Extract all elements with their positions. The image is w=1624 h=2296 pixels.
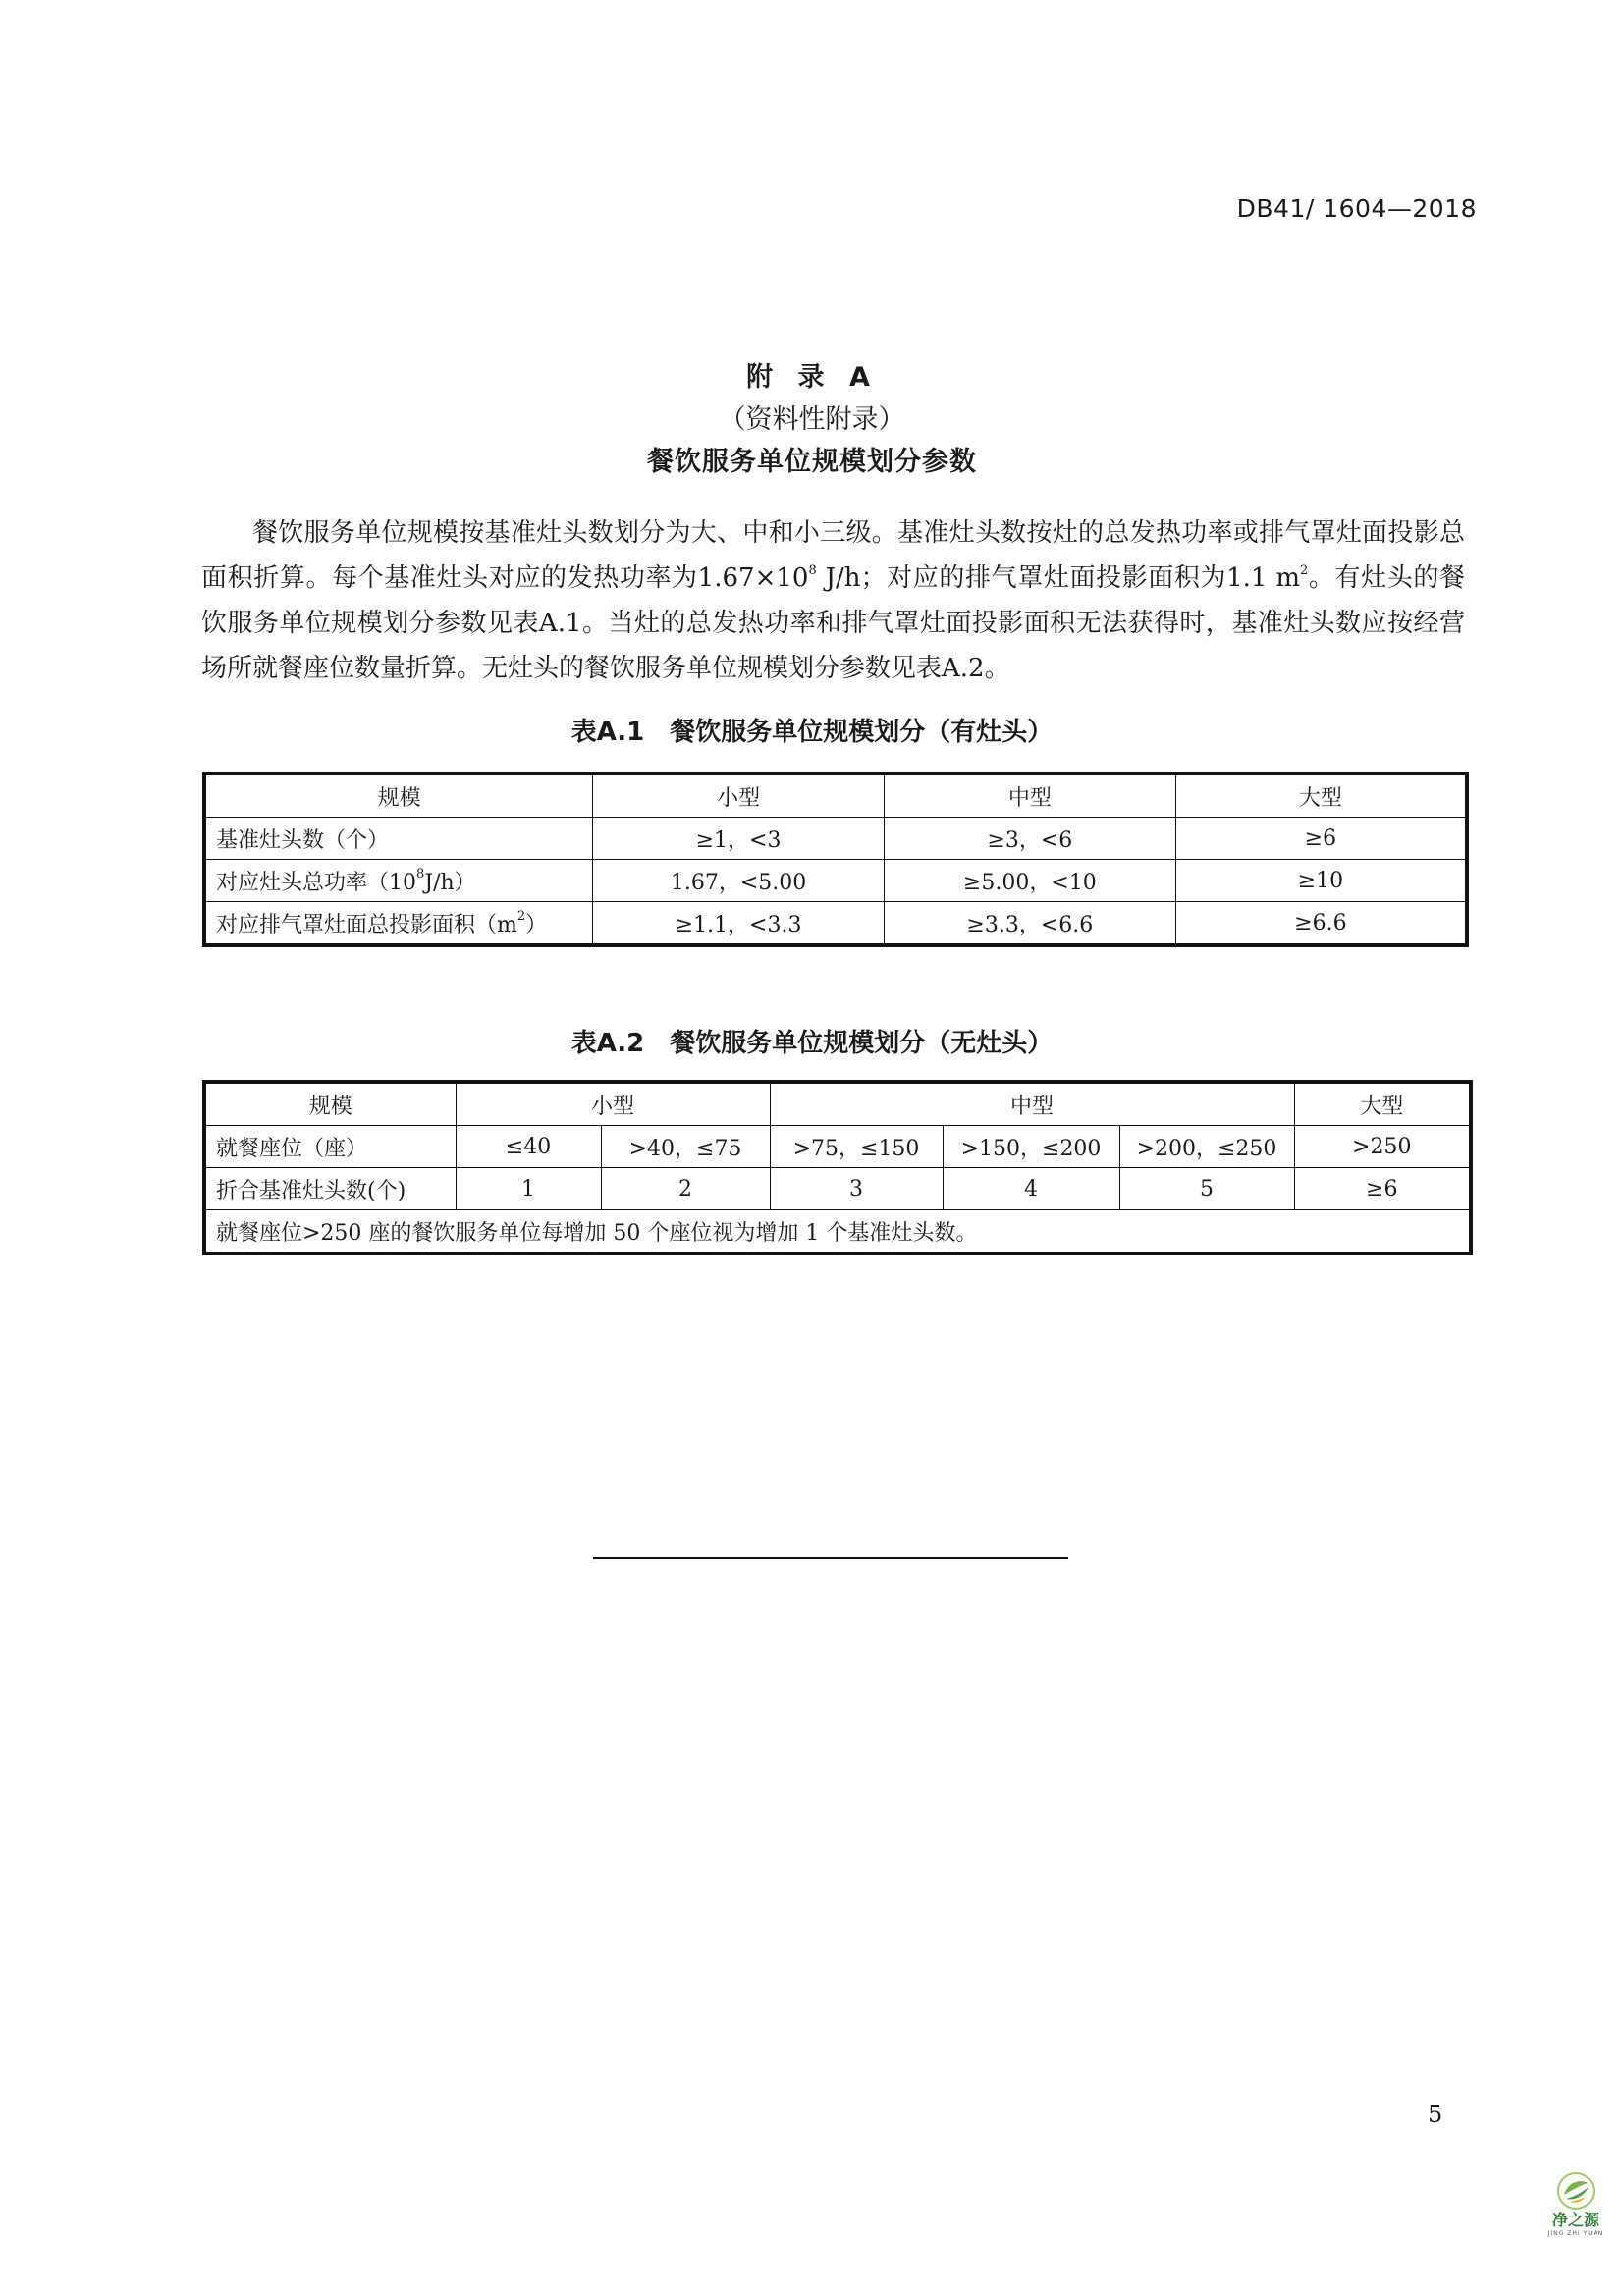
- table-cell: 4: [943, 1168, 1119, 1210]
- leaf-logo-icon: [1556, 2171, 1596, 2211]
- paragraph-text-1: 餐饮服务单位规模按基准灶头数划分为大、中和小三级。基准灶头数按灶的总发热功率或排气罩灶面投影总面积折算。每个基准灶头对应的发热功率为1.67×10: [201, 518, 1465, 593]
- table-note: 就餐座位>250 座的餐饮服务单位每增加 50 个座位视为增加 1 个基准灶头数。: [204, 1210, 1471, 1255]
- table-cell: >200，≤250: [1119, 1126, 1294, 1168]
- row-label: 就餐座位（座）: [204, 1126, 456, 1168]
- row-label-text: 对应灶头总功率（10: [216, 870, 416, 895]
- table-cell: 1.67，<5.00: [593, 860, 885, 902]
- table-cell: ≥1，<3: [593, 818, 885, 860]
- table-cell: >75，≤150: [770, 1126, 943, 1168]
- page-number: 5: [1428, 2101, 1443, 2128]
- header-cell: 小型: [593, 774, 885, 818]
- row-label-unit: ）: [525, 912, 548, 937]
- table-cell: ≥6: [1294, 1168, 1471, 1210]
- table-cell: ≥6.6: [1175, 902, 1467, 946]
- appendix-title: 附 录 A: [746, 362, 878, 393]
- table-header-row: [204, 774, 1467, 818]
- header-cell: 小型: [456, 1082, 770, 1126]
- table-header-row: [204, 1082, 1471, 1126]
- table-cell: 3: [770, 1168, 943, 1210]
- superscript: 2: [1300, 563, 1309, 578]
- watermark-brand: 净之源: [1551, 2211, 1599, 2229]
- table-cell: 2: [601, 1168, 770, 1210]
- header-cell: 大型: [1175, 774, 1467, 818]
- paragraph: [201, 510, 1465, 691]
- row-label: [204, 902, 593, 946]
- table-a2: [202, 1080, 1473, 1255]
- header-cell: 规模: [204, 774, 593, 818]
- header-cell: 大型: [1294, 1082, 1471, 1126]
- superscript: 2: [516, 908, 526, 924]
- row-label: 基准灶头数（个）: [204, 818, 593, 860]
- table-cell: ≥10: [1175, 860, 1467, 902]
- header-cell: 中型: [884, 774, 1175, 818]
- table-a1-caption: 表A.1 餐饮服务单位规模划分（有灶头）: [570, 718, 1054, 747]
- watermark-brand-sub: JING ZHI YUAN: [1547, 2230, 1604, 2237]
- end-rule: [593, 1557, 1068, 1559]
- document-code: DB41/ 1604—2018: [1236, 194, 1477, 223]
- watermark-logo: [1540, 2171, 1612, 2237]
- table-row: [204, 860, 1467, 902]
- superscript: 8: [416, 866, 425, 881]
- table-cell: ≥3，<6: [884, 818, 1175, 860]
- appendix-subtitle: （资料性附录）: [719, 404, 905, 435]
- table-cell: >150，≤200: [943, 1126, 1119, 1168]
- header-cell: 中型: [770, 1082, 1294, 1126]
- row-label-unit: J/h）: [424, 870, 476, 895]
- paragraph-text-2: J/h；对应的排气罩灶面投影面积为1.1 m: [816, 563, 1301, 593]
- table-row: [204, 902, 1467, 946]
- table-row: [204, 818, 1467, 860]
- table-cell: 1: [456, 1168, 601, 1210]
- superscript: 8: [808, 563, 817, 578]
- table-note-row: [204, 1210, 1471, 1255]
- table-a2-caption: 表A.2 餐饮服务单位规模划分（无灶头）: [570, 1029, 1054, 1058]
- table-cell: >250: [1294, 1126, 1471, 1168]
- table-row: [204, 1126, 1471, 1168]
- table-a1: [202, 772, 1469, 947]
- table-cell: ≥6: [1175, 818, 1467, 860]
- row-label-text: 对应排气罩灶面总投影面积（m: [216, 912, 517, 937]
- paragraph-text-3: 。有灶头的餐饮服务单位规模划分参数见表A.1。当灶的总发热功率和排气罩灶面投影面积无法获得时，基准灶头数应按经营场所就餐座位数量折算。无灶头的餐饮服务单位规模划分参数见表A.2。: [201, 563, 1465, 683]
- table-row: [204, 1168, 1471, 1210]
- row-label: 折合基准灶头数(个): [204, 1168, 456, 1210]
- row-label: [204, 860, 593, 902]
- body-paragraph: [201, 510, 1465, 691]
- table-cell: ≥1.1，<3.3: [593, 902, 885, 946]
- appendix-heading: 餐饮服务单位规模划分参数: [647, 447, 977, 477]
- table-cell: ≤40: [456, 1126, 601, 1168]
- header-cell: 规模: [204, 1082, 456, 1126]
- table-cell: ≥5.00，<10: [884, 860, 1175, 902]
- table-cell: >40，≤75: [601, 1126, 770, 1168]
- table-cell: 5: [1119, 1168, 1294, 1210]
- table-cell: ≥3.3，<6.6: [884, 902, 1175, 946]
